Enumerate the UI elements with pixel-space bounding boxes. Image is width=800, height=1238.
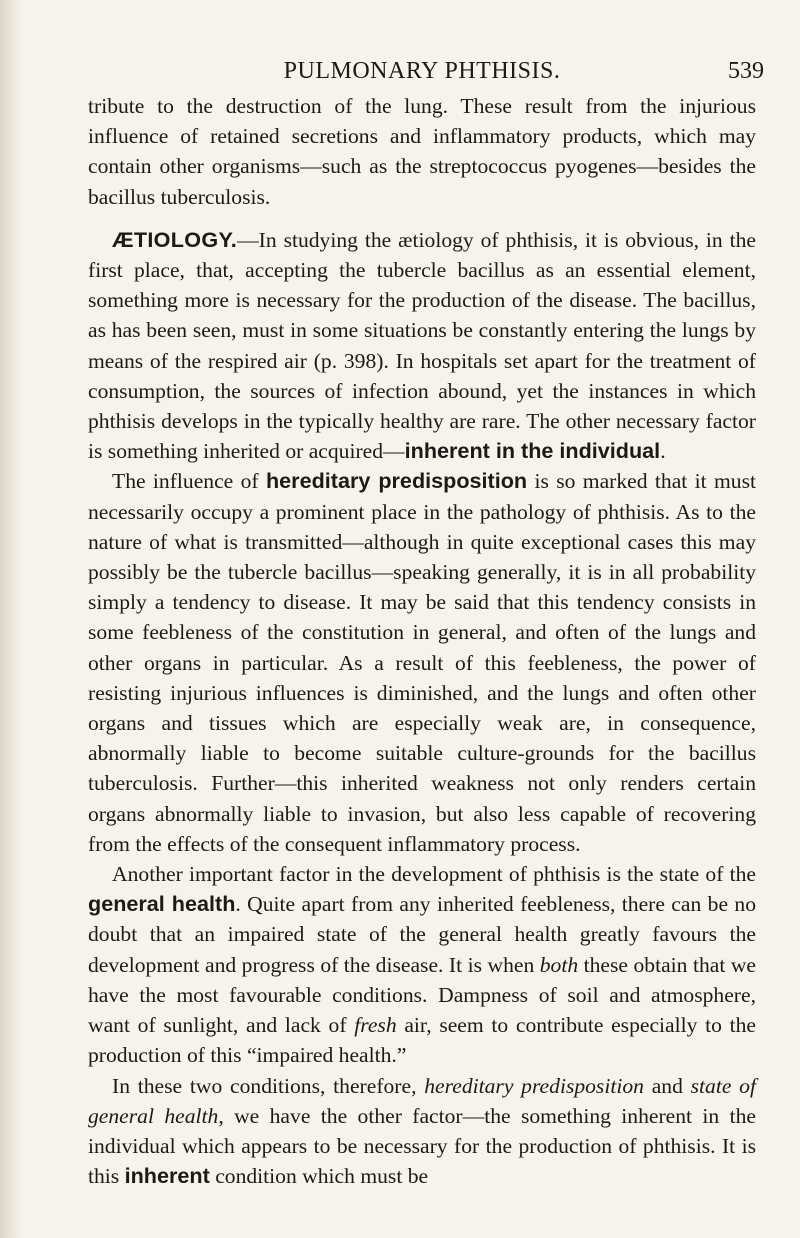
book-page <box>88 0 764 1191</box>
paragraph-text: air, seem to contribute especially to the production of this “impaired health.” <box>88 1013 756 1068</box>
paragraph-text: . Quite apart from any inherited feebleness, there can be no doubt that an impaired state of the general health greatly favours the development and progress of the disease. It is when <box>88 892 757 977</box>
bold-word-inherent: inherent <box>124 1163 210 1189</box>
paragraph-aetiology <box>88 225 756 467</box>
paragraph-text: In these two conditions, therefore, <box>112 1073 425 1098</box>
paragraph-text: , we have the other factor—the something inherent in the individual which appears to be necessary for the production of phthisis. It is this <box>88 1103 756 1189</box>
italic-word-fresh: fresh <box>354 1013 397 1038</box>
paragraph-general-health <box>88 859 756 1070</box>
paragraph-text: is so marked that it must necessarily occupy a prominent place in the pathology of phthisis. As to the nature of what is transmitted—although in quite exceptional cases this may possibly be the tubercle bacillus—speaking generally, it is in all probability simply a tendency to disease. It may be said that this tendency consists in some feebleness of the constitution in general, and often of the lungs and other organs in particular. As a result of this feebleness, the power of resisting injurious influences is diminished, and the lungs and often other organs and tissues which are especially weak are, in consequence, abnormally liable to become suitable culture-grounds for the bacillus tuberculosis. Further—this inherited weakness not only renders certain organs abnormally liable to invasion, but also less capable of recovering from the effects of the consequent inflammatory process. <box>88 469 756 856</box>
paragraph-text: tribute to the destruction of the lung. These result from the injurious influence of retained secretions and inflammatory products, which may contain other organisms—such as the streptococcus pyogenes—besides the bacillus tuberculosis. <box>88 94 756 209</box>
italic-phrase-state-general-health: state of general health <box>88 1073 756 1128</box>
running-title: PULMONARY PHTHISIS. <box>283 58 561 84</box>
bold-phrase-general-health: general health <box>88 891 236 917</box>
paragraph-hereditary-predisposition <box>88 466 756 859</box>
italic-phrase-hereditary-predisposition: hereditary predisposition <box>424 1073 644 1098</box>
paragraph-text: . <box>660 439 666 464</box>
running-head <box>88 0 764 90</box>
paragraph-continuation <box>88 91 756 212</box>
section-heading-aetiology: ÆTIOLOGY. <box>112 226 238 252</box>
italic-word-both: both <box>539 952 579 977</box>
bold-phrase-inherent-individual: inherent in the individual <box>404 438 661 464</box>
paragraph-text: condition which must be <box>209 1164 429 1189</box>
page-gutter-shadow <box>0 0 22 1238</box>
paragraph-text: —In studying the ætiology of phthisis, it is obvious, in the first place, that, accepting the tubercle bacillus as an essential element, something more is necessary for the production of the disease. The bacillus, as has been seen, must in some situations be constantly entering the lungs by means of the respired air (p. 398). In hospitals set apart for the treatment of consumption, the sources of infection abound, yet the instances in which phthisis develops in the typically healthy are rare. The other necessary factor is something inherited or acquired— <box>88 227 756 464</box>
paragraph-text: The influence of <box>112 469 266 494</box>
paragraph-text: Another important factor in the development of phthisis is the state of the <box>112 862 756 887</box>
page-number: 539 <box>728 58 764 84</box>
paragraph-text: these obtain that we have the most favourable conditions. Dampness of soil and atmosphere, want of sunlight, and lack of <box>88 952 756 1038</box>
paragraph-text: and <box>643 1073 691 1098</box>
paragraph-two-conditions <box>88 1071 756 1192</box>
bold-phrase-hereditary-predisposition: hereditary predisposition <box>265 468 528 494</box>
